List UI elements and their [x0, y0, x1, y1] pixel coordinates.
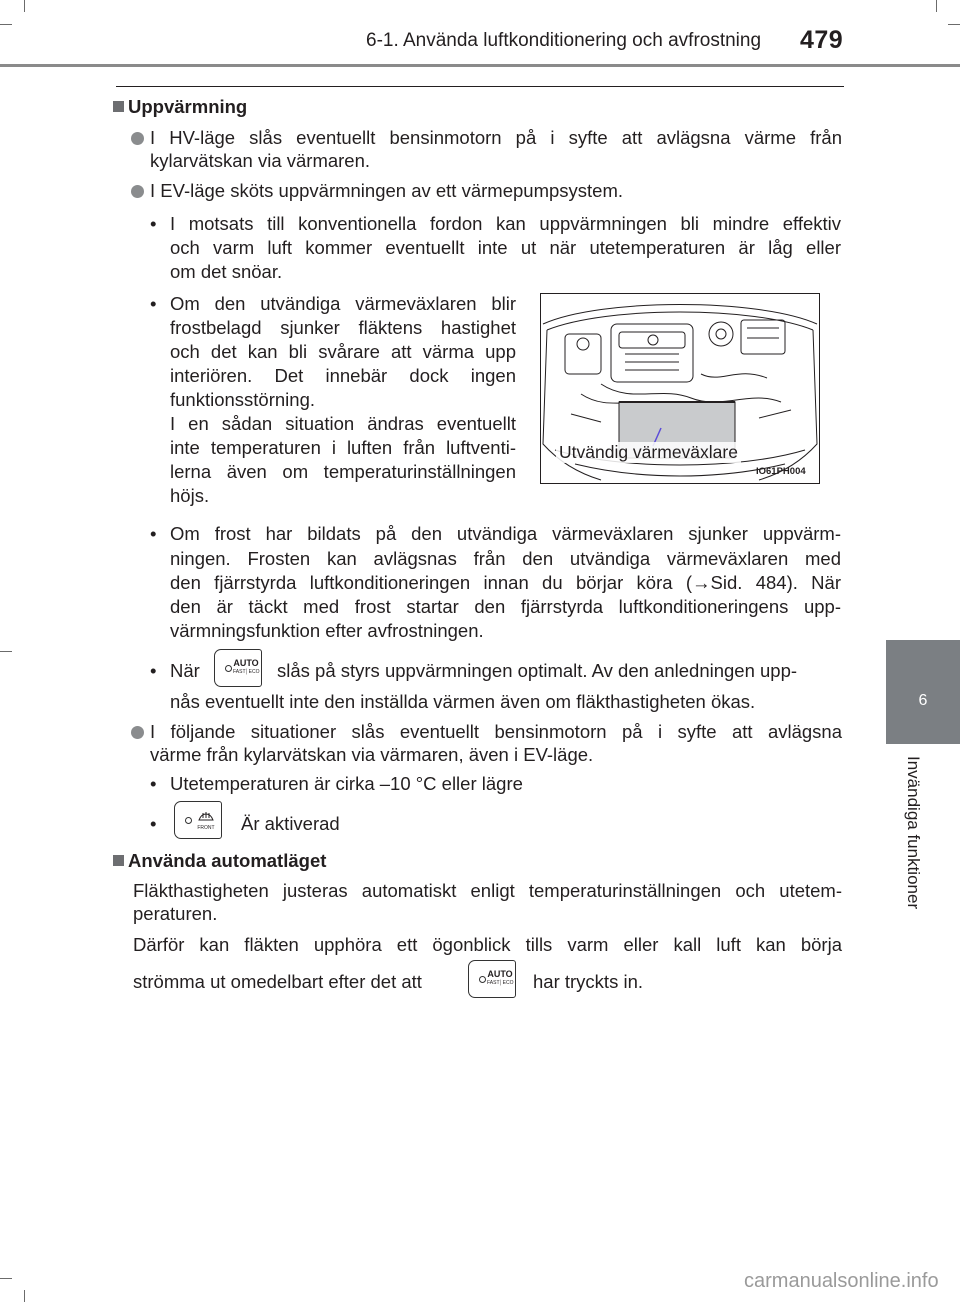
square-bullet-icon: [113, 101, 124, 112]
section-rule: [116, 86, 844, 87]
section-heading-text: Uppvärmning: [128, 96, 248, 117]
header-rule: [0, 64, 960, 67]
auto-button[interactable]: [468, 960, 516, 998]
sub-bullet: •: [150, 773, 157, 794]
auto-button[interactable]: [214, 649, 262, 687]
sub6-text: Är aktiverad: [241, 813, 340, 834]
circle-bullet-icon: [131, 132, 144, 145]
item3-line2: värme från kylarvätskan via värmaren, även i EV-läge.: [150, 744, 594, 765]
item2-text: I EV-läge sköts uppvärmningen av ett värmepumpsystem.: [150, 180, 623, 201]
figure-caption: Utvändig värmeväxlare: [556, 442, 741, 463]
section-heading-uppvarmning: [113, 94, 247, 119]
para2-after: har tryckts in.: [533, 971, 643, 992]
sub2-line9: höjs.: [170, 485, 210, 506]
square-bullet-icon: [113, 855, 124, 866]
sub2-line2: frostbelagd sjunker fläktens hastighet: [170, 317, 516, 338]
header-title: 6-1. Använda luftkonditionering och avfrostning: [366, 30, 762, 51]
sub3-line5: värmningsfunktion efter avfrostningen.: [170, 620, 484, 641]
sub-bullet: •: [150, 523, 157, 544]
sub-bullet: •: [150, 660, 157, 681]
sub2-line8: lerna även om temperaturinställningen: [170, 461, 516, 482]
sub-bullet: •: [150, 293, 157, 314]
section-heading-text: Använda automatläget: [128, 850, 327, 871]
sub1-line1: I motsats till konventionella fordon kan uppvärmningen bli mindre effektiv: [170, 213, 841, 234]
figure-id: IO61PH004: [756, 466, 806, 477]
chapter-tab-label-text: Invändiga funktioner: [904, 756, 923, 910]
sub5-text: Utetemperaturen är cirka –10 °C eller lägre: [170, 773, 523, 794]
front-defroster-button[interactable]: [174, 801, 222, 839]
sub3-line1: Om frost har bildats på den utvändiga värmeväxlaren sjunker uppvärm-: [170, 523, 841, 544]
auto-button-sublabel: FAST│ECO: [233, 669, 260, 675]
auto-button-sublabel: FAST│ECO: [487, 980, 514, 986]
crop-mark: [24, 1290, 25, 1302]
sub4-after: slås på styrs uppvärmningen optimalt. Av den anledningen upp-: [277, 660, 798, 681]
item3-line1: I följande situationer slås eventuellt bensinmotorn på i syfte att avlägsna: [150, 721, 842, 742]
sub3-line2: ningen. Frosten kan avlägsnas från den utvändiga värmeväxlaren med: [170, 548, 841, 569]
auto-button-label: AUTO: [487, 969, 513, 979]
sub-bullet: •: [150, 213, 157, 234]
crop-mark: [936, 0, 937, 12]
para2-before: strömma ut omedelbart efter det att: [133, 971, 422, 992]
crop-mark: [0, 24, 12, 25]
sub2-line6: I en sådan situation ändras eventuellt: [170, 413, 516, 434]
para2-line1: Därför kan fläkten upphöra ett ögonblick tills varm eller kall luft kan börja: [133, 934, 842, 955]
para1-line2: peraturen.: [133, 903, 218, 924]
indicator-led-icon: [225, 665, 232, 672]
sub4-line2: nås eventuellt inte den inställda värmen även om fläkthastigheten ökas.: [170, 691, 756, 712]
chapter-tab-label: [886, 744, 960, 1014]
circle-bullet-icon: [131, 185, 144, 198]
auto-button-label: AUTO: [233, 658, 259, 668]
crop-mark: [24, 0, 25, 12]
crop-mark: [0, 1278, 12, 1279]
sub2-line4: interiören. Det innebär dock ingen: [170, 365, 516, 386]
crop-mark: [948, 24, 960, 25]
front-defroster-icon: [197, 808, 215, 822]
watermark: carmanualsonline.info: [744, 1270, 939, 1292]
indicator-led-icon: [479, 976, 486, 983]
section-heading-automatlaget: [113, 848, 326, 873]
sub1-line2: och varm luft kommer eventuellt inte ut när utetemperaturen är låg eller: [170, 237, 841, 258]
sub3-line3: den fjärrstyrda luftkonditioneringen innan du börjar köra (→Sid. 484). När: [170, 572, 841, 593]
sub3-line4: den är täckt med frost startar den fjärrstyrda luftkonditioneringens upp-: [170, 596, 841, 617]
page-number: 479: [800, 26, 844, 54]
indicator-led-icon: [185, 817, 192, 824]
sub-bullet: •: [150, 813, 157, 834]
para1-line1: Fläkthastigheten justeras automatiskt enligt temperaturinställningen och utetem-: [133, 880, 842, 901]
sub2-line1: Om den utvändiga värmeväxlaren blir: [170, 293, 516, 314]
chapter-tab-number: 6: [886, 640, 960, 744]
sub2-line3: och det kan bli svårare att värma upp: [170, 341, 516, 362]
front-button-label: FRONT: [197, 825, 215, 831]
crop-mark: [0, 651, 12, 652]
circle-bullet-icon: [131, 726, 144, 739]
sub2-line5: funktionsstörning.: [170, 389, 316, 410]
item1-line2: kylarvätskan via värmaren.: [150, 150, 371, 171]
sub2-line7: inte temperaturen i luften från luftventi-: [170, 437, 516, 458]
sub4-before: När: [170, 660, 200, 681]
item1-line1: I HV-läge slås eventuellt bensinmotorn på i syfte att avlägsna värme från: [150, 127, 842, 148]
sub1-line3: om det snöar.: [170, 261, 283, 282]
